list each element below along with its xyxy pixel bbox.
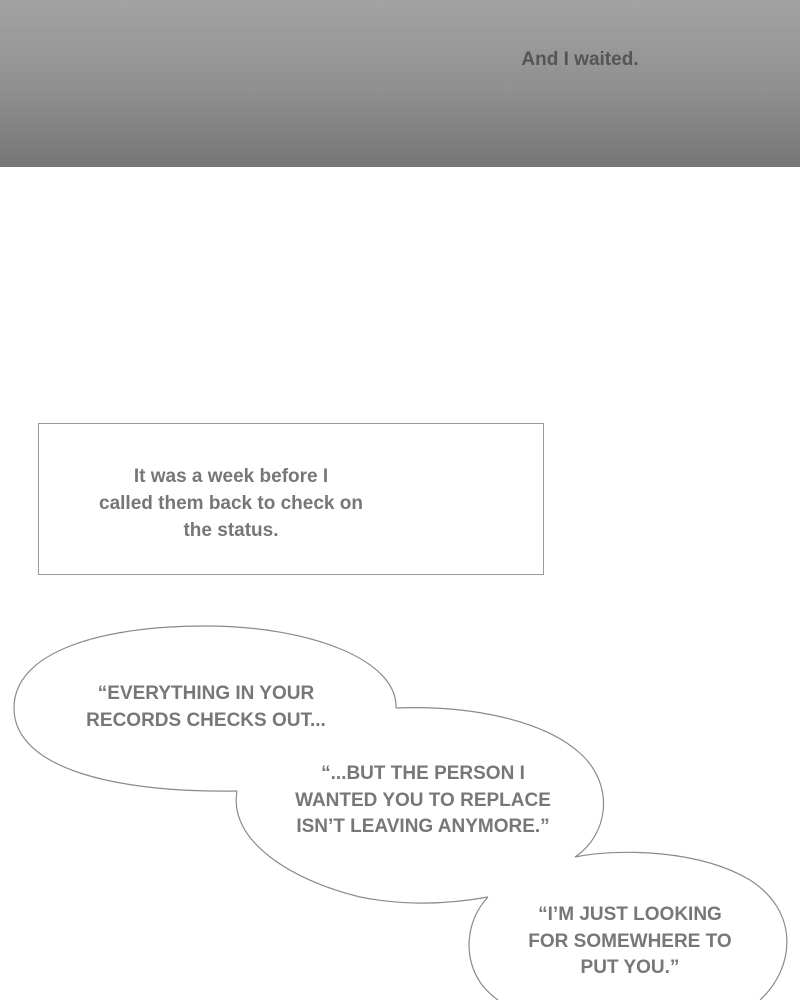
bubble-line: FOR SOMEWHERE TO (528, 930, 732, 952)
bubble-line: WANTED YOU TO REPLACE (295, 789, 551, 811)
bubble-line: “I’M JUST LOOKING (538, 904, 722, 925)
speech-bubble-1-text (75, 681, 337, 734)
bubble-line: RECORDS CHECKS OUT... (86, 709, 326, 731)
top-caption: And I waited. (521, 49, 639, 70)
bubble-line: ISN’T LEAVING ANYMORE.” (296, 816, 550, 837)
bubble-line: “...BUT THE PERSON I (321, 763, 525, 784)
narration-line: the status. (183, 520, 279, 541)
speech-bubble-3-text (520, 902, 740, 982)
bubble-line: PUT YOU.” (580, 957, 680, 978)
narration-line: It was a week before I (133, 466, 329, 487)
speech-bubble-3-lower-outline (469, 897, 498, 1000)
narration-line: called them back to check on (99, 493, 363, 514)
speech-bubble-2-text (284, 761, 562, 841)
bubble-line: “EVERYTHING IN YOUR (97, 683, 315, 704)
